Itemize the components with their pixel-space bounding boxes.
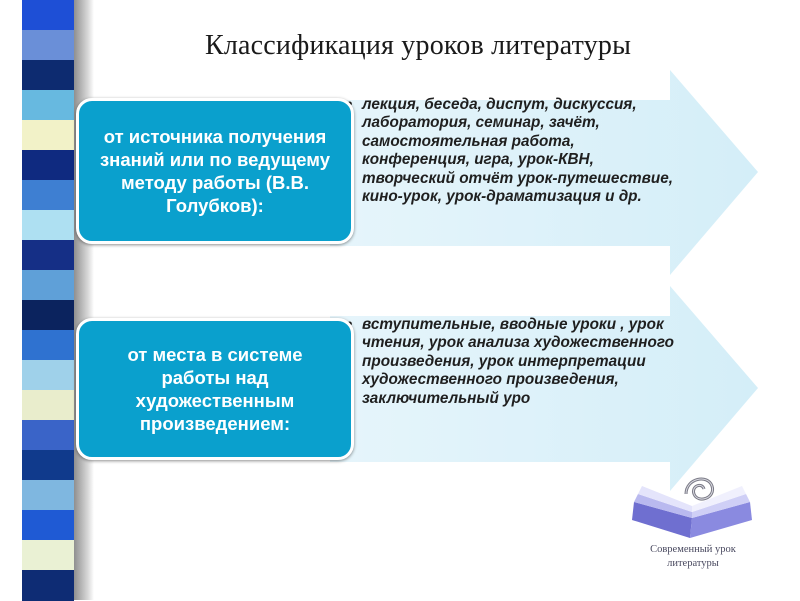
classification-box-place bbox=[76, 318, 354, 460]
stripe-segment bbox=[22, 150, 74, 181]
logo-caption-line-1: Современный урок bbox=[650, 544, 736, 555]
stripe-segment bbox=[22, 330, 74, 361]
stripe-segment bbox=[22, 240, 74, 271]
stripe-segment bbox=[22, 390, 74, 421]
lesson-types-list-1 bbox=[356, 96, 686, 206]
stripe-segment bbox=[22, 180, 74, 211]
stripe-segment bbox=[22, 300, 74, 331]
stripe-segment bbox=[22, 210, 74, 241]
logo-caption bbox=[618, 543, 768, 571]
book-with-paperclip-icon bbox=[628, 472, 758, 542]
stripe-segment bbox=[22, 540, 74, 571]
classification-box-source bbox=[76, 98, 354, 244]
stripe-segment bbox=[22, 360, 74, 391]
logo-caption-line-2: литературы bbox=[667, 558, 719, 569]
stripe-segment bbox=[22, 450, 74, 481]
stripe-segment bbox=[22, 510, 74, 541]
stripe-segment bbox=[22, 570, 74, 601]
stripe-segment bbox=[22, 30, 74, 61]
stripe-shadow bbox=[74, 0, 94, 600]
stripe-segment bbox=[22, 480, 74, 511]
stripe-segment bbox=[22, 60, 74, 91]
slide-title: Классификация уроков литературы bbox=[205, 30, 632, 61]
lesson-types-list-2 bbox=[356, 316, 686, 408]
classification-label-1: от источника получения знаний или по ведущему методу работы (В.В. Голубков): bbox=[99, 126, 331, 216]
stripe-segment bbox=[22, 0, 74, 31]
decorative-stripe-bar bbox=[22, 0, 74, 600]
stripe-segment bbox=[22, 270, 74, 301]
stripe-segment bbox=[22, 90, 74, 121]
classification-label-2: от места в системе работы над художественным произведением: bbox=[127, 344, 303, 434]
lesson-types-text-2: вступительные, вводные уроки , урок чтения, урок анализа художественного произведения, урок интерпретации художественного произведения, заключительный уро bbox=[362, 316, 674, 407]
stripe-segment bbox=[22, 120, 74, 151]
stripe-segment bbox=[22, 420, 74, 451]
lesson-types-text-1: лекция, беседа, диспут, дискуссия, лаборатория, семинар, зачёт, самостоятельная работа, конференция, игра, урок-КВН, творческий отчёт урок-путешествие, кино-урок, урок-драматизация и др. bbox=[362, 96, 673, 206]
